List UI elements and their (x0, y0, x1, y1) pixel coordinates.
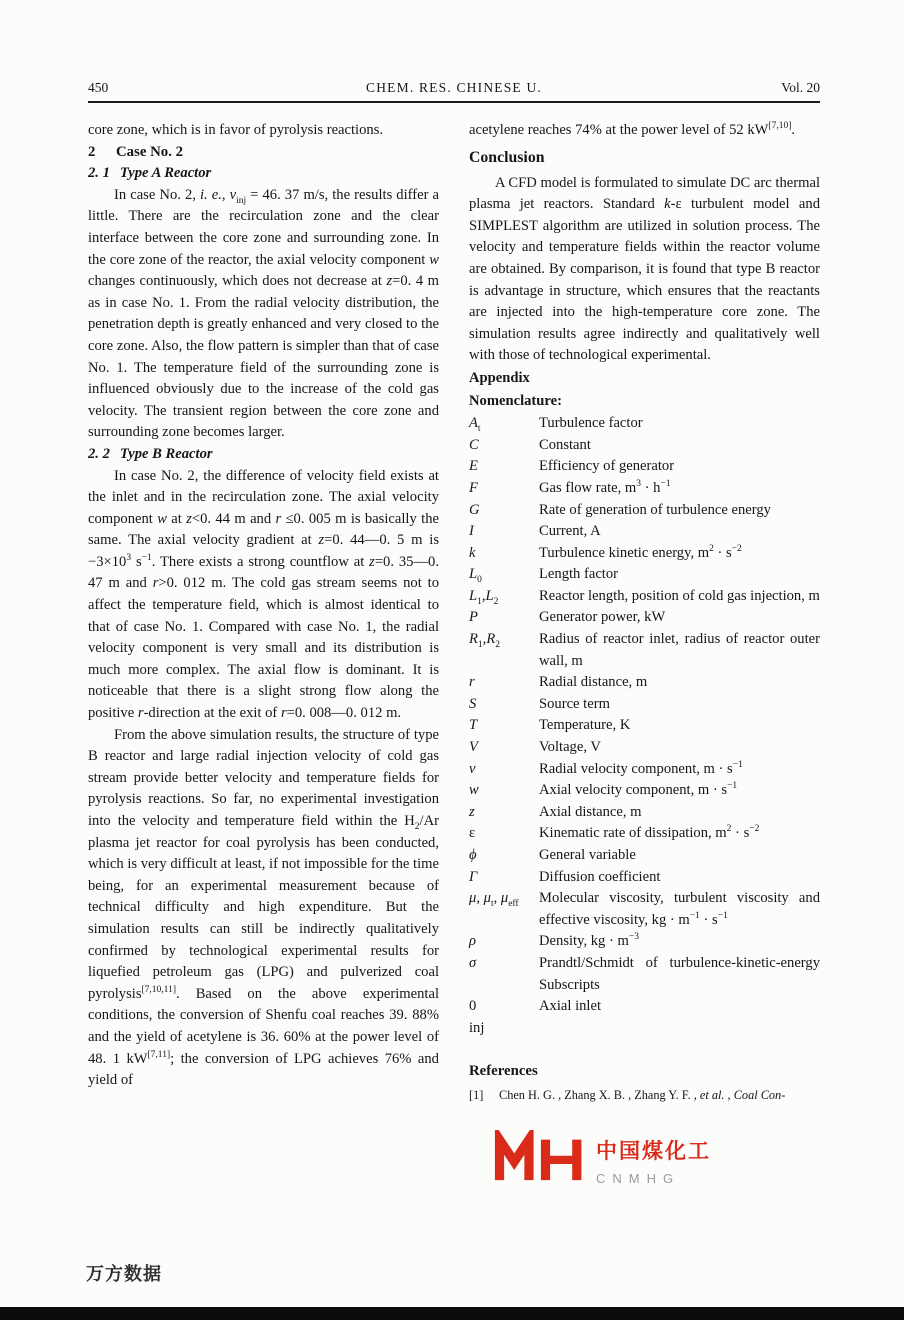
nomenclature-definition: Constant (539, 436, 591, 453)
reference-text: Chen H. G. , Zhang X. B. , Zhang Y. F. , et al. , Coal Con- (499, 1087, 786, 1102)
nomenclature-definition: Source term (539, 695, 610, 712)
page-number: 450 (88, 80, 109, 95)
nomenclature-definition: Turbulence factor (539, 415, 643, 432)
reference-number: [1] (469, 1087, 484, 1102)
nomenclature-symbol: ϕ (469, 847, 477, 863)
cnmhg-watermark (494, 1110, 736, 1210)
nomenclature-row (469, 521, 820, 543)
nomenclature-symbol: ρ (469, 933, 477, 950)
cnmhg-logo-icon (494, 1130, 586, 1191)
nomenclature-row (469, 867, 820, 889)
nomenclature-symbol: v (469, 760, 476, 777)
nomenclature-row (469, 607, 820, 629)
nomenclature-row (469, 953, 820, 996)
nomenclature-definition: Efficiency of generator (539, 458, 675, 475)
nomenclature-symbol: inj (469, 1019, 485, 1036)
section-2-heading (88, 142, 439, 164)
nomenclature-definition: Axial inlet (539, 998, 602, 1015)
nomenclature-row (469, 629, 820, 672)
acetylene-continuation-paragraph: acetylene reaches 74% at the power level of 52 kW[7,10]. (469, 121, 796, 138)
nomenclature-definition: General variable (539, 847, 636, 863)
nomenclature-symbol: $A_t$ (469, 415, 481, 435)
nomenclature-symbol: F (469, 479, 478, 496)
nomenclature-symbol: G (469, 501, 480, 518)
nomenclature-row (469, 823, 820, 845)
simulation-summary-paragraph: From the above simulation results, the structure of type B reactor and large radial injection velocity of cold gas stream provide better velocity and temperature fields for pyrolysis reactions. So far, no experimental investigation into the velocity and temperature field within the $H_2/Ar$ plasma jet reactor for coal pyrolysis has been conducted, which is very difficult at least, if not impossible for the time being, for an experimental measurement because of technical difficulty and high expenditure. But the simulation results can still be indirectly qualitatively confirmed by technological experimental results for liquefied petroleum gas (LPG) and pulverized coal pyrolysis[7,10,11]. Based on the above experimental conditions, the conversion of Shenfu coal reaches 39. 88% and the yield of acetylene is 36. 60% at the power level of 48. 1 kW[7,11]; the conversion of LPG achieves 76% and yield of (88, 726, 439, 1089)
nomenclature-definition: Temperature, K (539, 717, 631, 734)
nomenclature-row (469, 737, 820, 759)
section-2-2-title: Type B Reactor (119, 445, 213, 462)
nomenclature-row (469, 715, 820, 737)
nomenclature-row (469, 435, 820, 457)
nomenclature-symbol: E (469, 458, 478, 475)
nomenclature-row (469, 996, 820, 1018)
volume-label: Vol. 20 (781, 80, 820, 95)
nomenclature-row (469, 694, 820, 716)
header-rule (88, 101, 820, 103)
nomenclature-definition: Molecular viscosity, turbulent viscosity and effective viscosity, kg · $m^{-1} \cdot s^{-1}$ (539, 890, 820, 928)
references-list (469, 1087, 820, 1104)
nomenclature-symbol: r (469, 674, 475, 691)
page-header (88, 80, 820, 96)
nomenclature-symbol: I (469, 523, 474, 540)
nomenclature-row (469, 845, 820, 867)
nomenclature-row (469, 672, 820, 694)
nomenclature-definition: Prandtl/Schmidt of turbulence-kinetic-energy Subscripts (539, 954, 820, 993)
nomenclature-row (469, 931, 820, 953)
nomenclature-definition: Axial velocity component, $m \cdot s^{-1}$ (539, 781, 738, 799)
watermark-texts (596, 1135, 711, 1186)
scan-bottom-bar (0, 1307, 904, 1320)
nomenclature-symbol: P (469, 609, 478, 626)
nomenclature-symbol: V (469, 739, 478, 756)
nomenclature-definition: Axial distance, m (539, 803, 642, 820)
section-2-1-number: 2. 1 (88, 165, 110, 182)
nomenclature-definition: Rate of generation of turbulence energy (539, 501, 771, 518)
conclusion-paragraph: A CFD model is formulated to simulate DC arc thermal plasma jet reactors. Standard k-ε turbulent model and SIMPLEST algorithm are utilized in solution process. The velocity and temperature fields within the reactor volume are obtained. By comparison, it is found that type B reactor is advantage in structure, which ensures that the reactants are injected into the high-temperature core zone. The simulation results agree indirectly and qualitatively well with those of technological experimental. (469, 174, 821, 364)
section-2-number: 2 (88, 143, 96, 160)
nomenclature-symbol: $L_0$ (469, 566, 482, 586)
nomenclature-symbol: S (469, 695, 477, 712)
nomenclature-symbol: ε (469, 825, 476, 842)
nomenclature-symbol: k (469, 544, 476, 561)
nomenclature-symbol: μ, $\mu_t$, $\mu_{eff}$ (469, 890, 519, 910)
nomenclature-list (469, 413, 820, 1039)
nomenclature-definition: Length factor (539, 566, 619, 583)
nomenclature-row (469, 564, 820, 586)
nomenclature-symbol: $L_1,L_2$ (469, 587, 499, 607)
article-body (88, 120, 820, 1103)
nomenclature-symbol: $R_1,R_2$ (469, 631, 500, 650)
nomenclature-symbol: z (469, 803, 475, 820)
nomenclature-symbol: Γ (469, 868, 478, 885)
nomenclature-definition (539, 1018, 820, 1040)
nomenclature-row (469, 888, 820, 931)
section-2-1-heading (88, 163, 439, 185)
section-2-title: Case No. 2 (116, 143, 183, 160)
nomenclature-definition: Voltage, V (539, 739, 601, 756)
nomenclature-symbol: C (469, 436, 479, 453)
nomenclature-heading: Nomenclature: (469, 392, 562, 409)
nomenclature-row (469, 478, 820, 500)
nomenclature-definition: Radial velocity component, $m \cdot s^{-1}$ (539, 759, 743, 777)
nomenclature-symbol: 0 (469, 998, 477, 1015)
type-b-reactor-paragraph: In case No. 2, the difference of velocity field exists at the inlet and in the recirculation zone. The axial velocity component w at z<0. 44 m and r ≤0. 005 m is basically the same. The axial velocity gradient at z=0. 44—0. 5 m is $-3\times 10^3$ $s^{-1}$. There exists a strong countflow at z=0. 35—0. 47 m and r>0. 012 m. The cold gas stream seems not to affect the temperature field, which is almost identical to that of case No. 1. Compared with case No. 1, the radial velocity component is very small and its distribution is much more complex. The axial flow is dominant. It is noticeable that there is a slight strong flow along the positive r-direction at the exit of r=0. 008—0. 012 m. (88, 467, 440, 722)
left-column (88, 120, 439, 1103)
nomenclature-row (469, 759, 820, 781)
reference-item (469, 1087, 820, 1104)
type-a-reactor-paragraph: In case No. 2, i. e., $v_{inj} = 46$. 37 m/s, the results differ a little. There are the recirculation zone and the clear interface between the core zone and surrounding zone. In the core zone of the reactor, the axial velocity component w changes continuously, which does not decrease at z=0. 4 m as in case No. 1. From the radial velocity distribution, the penetration depth is greatly enhanced and very closed to the core zone. Also, the flow pattern is simpler than that of case No. 1. The temperature field of the surrounding zone is influenced obviously due to the increase of the cold gas velocity. The transient region between the core zone and surrounding zone becomes larger. (88, 186, 439, 441)
nomenclature-row (469, 500, 820, 522)
watermark-latin-text: CNMHG (596, 1170, 681, 1186)
nomenclature-row (469, 780, 820, 802)
watermark-chinese-text: 中国煤化工 (596, 1139, 711, 1163)
references-heading: References (469, 1063, 538, 1080)
continuation-paragraph: core zone, which is in favor of pyrolysis reactions. (88, 122, 384, 138)
nomenclature-definition: Radius of reactor inlet, radius of reactor outer wall, m (539, 631, 820, 669)
nomenclature-symbol: σ (469, 954, 477, 971)
nomenclature-symbol: w (469, 782, 479, 799)
nomenclature-row (469, 802, 820, 824)
nomenclature-definition: Reactor length, position of cold gas injection, m (539, 587, 820, 604)
nomenclature-definition: Gas flow rate, $m^3 \cdot h^{-1}$ (539, 479, 671, 496)
wanfang-data-watermark: 万方数据 (86, 1264, 162, 1284)
appendix-heading: Appendix (469, 369, 530, 386)
right-column (469, 120, 820, 1103)
journal-title: CHEM. RES. CHINESE U. (366, 80, 542, 95)
section-2-1-title: Type A Reactor (119, 165, 212, 182)
nomenclature-definition: Density, kg · $m^{-3}$ (539, 932, 639, 950)
nomenclature-row (469, 1018, 820, 1040)
nomenclature-definition: Generator power, kW (539, 609, 666, 626)
nomenclature-row (469, 456, 820, 478)
nomenclature-definition: Turbulence kinetic energy, $m^2 \cdot s^{-2}$ (539, 543, 742, 561)
nomenclature-row (469, 413, 820, 435)
section-2-2-number: 2. 2 (88, 445, 110, 462)
conclusion-heading: Conclusion (469, 148, 545, 166)
nomenclature-definition: Radial distance, m (539, 674, 648, 691)
nomenclature-definition: Diffusion coefficient (539, 868, 661, 885)
nomenclature-row (469, 586, 820, 608)
section-2-2-heading (88, 444, 439, 466)
nomenclature-row (469, 543, 820, 565)
nomenclature-symbol: T (469, 717, 478, 734)
nomenclature-definition: Kinematic rate of dissipation, $m^2 \cdot s^{-2}$ (539, 824, 760, 842)
nomenclature-definition: Current, A (539, 523, 601, 540)
